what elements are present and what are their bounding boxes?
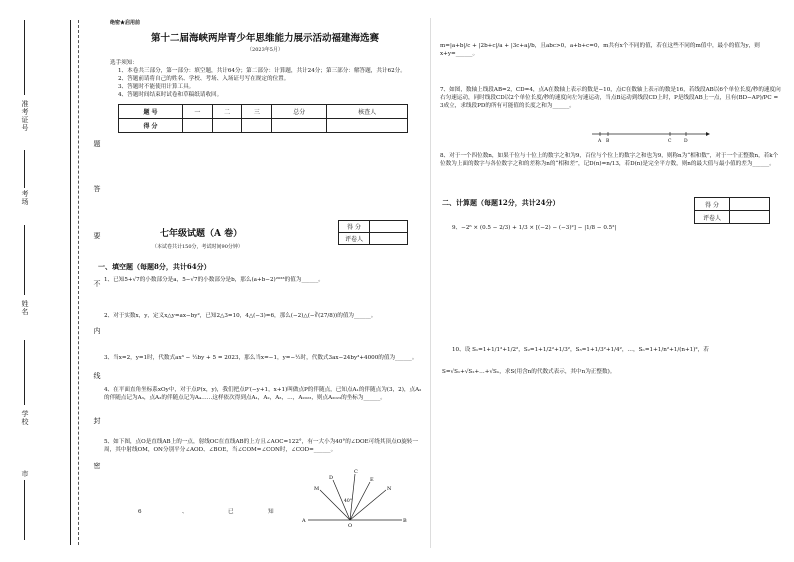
fig-angle-label: 40° — [344, 499, 352, 504]
field-school: 学校 — [21, 410, 29, 426]
instruction-item: 4、答题时间结束时试卷和草稿纸请收回。 — [118, 92, 223, 99]
instructions-heading: 选手须知： — [110, 60, 138, 66]
field-city-line — [24, 480, 25, 540]
exam-title: 第十二届海峡两岸青少年思维能力展示活动福建海选赛 — [150, 33, 379, 44]
field-room-line — [24, 150, 25, 188]
instruction-item: 3、答题时不能使用计算工具。 — [118, 84, 195, 91]
question-7: 7、如图，数轴上线段AB=2，CD=4，点A在数轴上表示的数是−10，点C在数轴上表示的数是16，若线段AB以6个单位长度/秒的速度向右匀速运动，同时线段CD以2个单位长度/秒的速度向左匀速运动，当点B运动到线段CD上时，P是线段AB上一点，且有(BD−AP)/PC = 3成立，求线段PD的所有可能值的长度之和为______。 — [440, 87, 781, 110]
question-10-line1: 10、设 S₁=1+1/1²+1/2²，S₂=1+1/2²+1/3²，S₃=1+1/3²+1/4²，…，Sₙ=1+1/n²+1/(n+1)²，若 — [452, 347, 709, 353]
binding-line-dashed — [78, 20, 79, 545]
nl-label-d: D — [684, 139, 688, 144]
seal-char: 密 — [93, 462, 101, 470]
score-box-label: 得 分 — [695, 198, 730, 211]
field-room: 考场 — [21, 190, 29, 206]
score-cell[interactable] — [272, 118, 327, 132]
fig-label-o: O — [348, 523, 353, 528]
score-cell: 总分 — [272, 104, 327, 118]
question-8: 8、对于一个四位数n，如果千位与十位上的数字之和为9，百位与个位上的数字之和也为9，则称n为“相和数”，对于一个正整数n，若k个位数为上面的数字与各位数字之和的差称为n的“相和差”，记D(n)=n/13，若D(n)是完全平方数，则n的最大值与最小值的差为______。 — [440, 153, 779, 168]
score-cell: 二 — [212, 104, 242, 118]
field-admission-line — [24, 20, 25, 95]
angle-figure — [300, 468, 410, 528]
question-10-line2: S=√S₁+√S₂+…+√Sₙ，求S(用含n的代数式表示，其中n为正整数)。 — [442, 369, 616, 375]
question-5: 5、如下图，点O是直线AB上的一点，射线OC在直线AB的上方且∠AOC=122°，有一大小为40°的∠DOE可绕其顶点O旋转一周，其中射线OM，ON分别平分∠AOD、∠BOE，当∠COM=∠CON时，∠COD=______。 — [104, 439, 418, 454]
fig-label-e: E — [370, 477, 374, 483]
number-line-arrow — [706, 132, 710, 136]
seal-char: 线 — [93, 372, 101, 380]
ray-oc — [350, 474, 355, 520]
fig-label-b: B — [403, 518, 407, 524]
question-6-formula: m=|a+b|/c + |2b+c|/a + |3c+a|/b，且abc>0，a+b+c=0，m共有x个不同的值，若在这些不同的m值中，最小的值为y，则x+y=______。 — [440, 43, 760, 58]
ray-om — [320, 490, 350, 520]
seal-char: 要 — [93, 232, 101, 240]
nl-label-c: C — [668, 139, 672, 144]
q6-char: 知 — [268, 509, 274, 515]
score-cell: 题 号 — [119, 104, 183, 118]
score-box-value[interactable] — [370, 233, 408, 245]
score-box-label: 评卷人 — [695, 211, 730, 224]
field-admission: 准考证号 — [21, 100, 29, 132]
question-9: 9、−2⁶ × (0.5 − 2/3) + 1/3 × [(−2) − (−3)²] − |1/8 − 0.5²| — [452, 225, 617, 231]
section1-score-box — [338, 220, 408, 245]
fig-label-m: M — [314, 486, 320, 492]
section1-heading: 一、填空题（每题8分，共计64分） — [98, 262, 211, 271]
seal-char: 答 — [93, 185, 101, 193]
nl-label-b: B — [606, 139, 610, 144]
instruction-item: 2、答题前请将自己的姓名、学校、考场、入场证号写在规定的位置。 — [118, 76, 290, 83]
field-name: 姓名 — [21, 300, 29, 316]
question-4: 4、在平面直角坐标系xOy中，对于点P(x，y)，我们把点P′(−y+1，x+1)叫做点P的伴随点，已知点A₁的伴随点为(3，2)，点A₂的伴随点记为A₃，点A₃的伴随点记为A₄……这样依次得到点A₁，A₂，A₃，…，A₂₀₂₃，则点A₂₀₂₃的坐标为______。 — [104, 387, 422, 402]
question-1: 1、已知5+√7的小数部分是a，5−√7的小数部分是b，那么(a+b−2)²⁰²³的值为______。 — [104, 277, 324, 283]
score-cell[interactable] — [182, 118, 212, 132]
nl-label-a: A — [598, 139, 602, 144]
score-cell[interactable] — [242, 118, 272, 132]
field-school-line — [24, 340, 25, 405]
instruction-item: 1、本卷共三部分，第一部分：填空题，共计64分；第二部分：计算题，共计24分；第三部分：解答题，共计62分。 — [118, 68, 406, 75]
seal-char: 内 — [93, 327, 101, 335]
field-city: 市 — [21, 470, 29, 478]
secret-label: 绝密★启用前 — [110, 20, 141, 26]
score-cell: 三 — [242, 104, 272, 118]
fig-label-n: N — [387, 486, 392, 492]
section2-heading: 二、计算题（每题12分，共计24分） — [442, 198, 560, 207]
section2-score-box — [694, 197, 770, 224]
exam-date: （2023年5月） — [247, 47, 283, 53]
seal-char: 封 — [93, 417, 101, 425]
number-line — [590, 128, 710, 144]
score-cell[interactable] — [327, 118, 408, 132]
fig-label-a: A — [302, 518, 306, 524]
score-box-value[interactable] — [370, 221, 408, 233]
page-divider — [430, 18, 431, 548]
seal-char: 不 — [93, 280, 101, 288]
field-name-line — [24, 225, 25, 295]
q6-char: 6 — [138, 509, 142, 515]
paper-subtitle: （本试卷共计150分，考试时间90分钟） — [152, 244, 243, 250]
score-cell[interactable] — [212, 118, 242, 132]
ray-oe — [350, 482, 370, 520]
question-3: 3、当x=2，y=1时，代数式ax³ − ½by + 5 = 2023，那么当x=−1，y=−½时，代数式3ax−24by³+4000的值为______。 — [104, 355, 418, 361]
score-box-label: 得 分 — [339, 221, 370, 233]
score-table — [118, 104, 408, 133]
fig-label-c: C — [354, 469, 358, 475]
seal-char: 题 — [93, 140, 101, 148]
score-box-value[interactable] — [730, 211, 770, 224]
ray-on — [350, 490, 386, 520]
q6-char: 、 — [182, 509, 188, 515]
score-box-value[interactable] — [730, 198, 770, 211]
question-2: 2、对于实数x，y，定义x△y=ax−by²，已知2△3=10，4△(−3)=6，那么(−2)△(−∛(27/8))的值为______。 — [104, 313, 377, 319]
paper-title: 七年级试题（A 卷） — [160, 229, 243, 239]
q6-char: 已 — [228, 509, 234, 515]
score-cell: 核查人 — [327, 104, 408, 118]
left-page — [110, 20, 420, 133]
score-box-label: 评卷人 — [339, 233, 370, 245]
fig-label-d: D — [329, 475, 334, 481]
binding-line-outer — [70, 20, 71, 545]
score-cell: 一 — [182, 104, 212, 118]
score-cell: 得 分 — [119, 118, 183, 132]
